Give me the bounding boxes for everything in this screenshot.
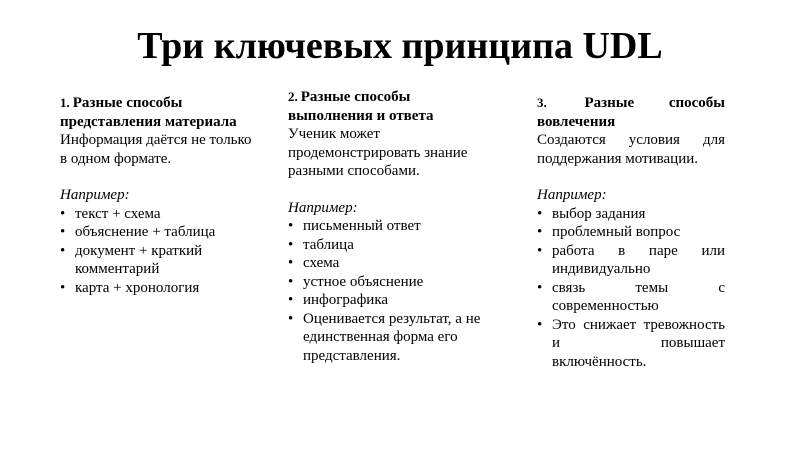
example-label: Например: [60,187,130,203]
principle-heading-text: Разные способы вовлечения [537,95,725,130]
principle-description: Информация даётся не только в одном формате. [60,132,252,167]
principle-description: Ученик может продемонстрировать знание разными способами. [288,126,468,179]
list-item: • выбор задания [537,205,725,224]
principle-column-representation [60,94,260,297]
principle-heading-text: Разные способы представления материала [60,95,237,130]
principle-column-action-expression [288,88,488,365]
list-item: • объяснение + таблица [60,223,260,242]
list-item: • документ + краткий комментарий [60,242,260,279]
list-item: • связь темы с современностью [537,279,725,316]
principle-heading [60,94,260,131]
example-label: Например: [288,199,358,216]
example-list [60,205,260,298]
principle-number: 3. [537,95,547,110]
list-item: • инфографика [288,291,488,310]
list-item: • работа в паре или индивидуально [537,242,725,279]
list-item: • текст + схема [60,205,260,224]
list-item: • карта + хронология [60,279,260,298]
list-item: • Это снижает тревожность и повышает включённость. [537,316,725,372]
example-label: Например: [537,187,607,203]
slide-title: Три ключевых принципа UDL [137,25,663,67]
list-item: • таблица [288,236,488,255]
principle-heading [537,94,725,131]
principle-heading-text: Разные способы выполнения и ответа [288,89,434,124]
list-item: • письменный ответ [288,217,488,236]
list-item: • схема [288,254,488,273]
principle-column-engagement [537,94,725,371]
principle-number: 2. [288,89,298,104]
example-list [537,205,725,372]
example-list [288,217,488,365]
list-item: • проблемный вопрос [537,223,725,242]
list-item: • Оценивается результат, а не единственная форма его представления. [288,310,488,366]
principle-description: Создаются условия для поддержания мотивации. [537,132,725,167]
principle-heading [288,88,488,125]
principle-number: 1. [60,95,70,110]
list-item: • устное объяснение [288,273,488,292]
